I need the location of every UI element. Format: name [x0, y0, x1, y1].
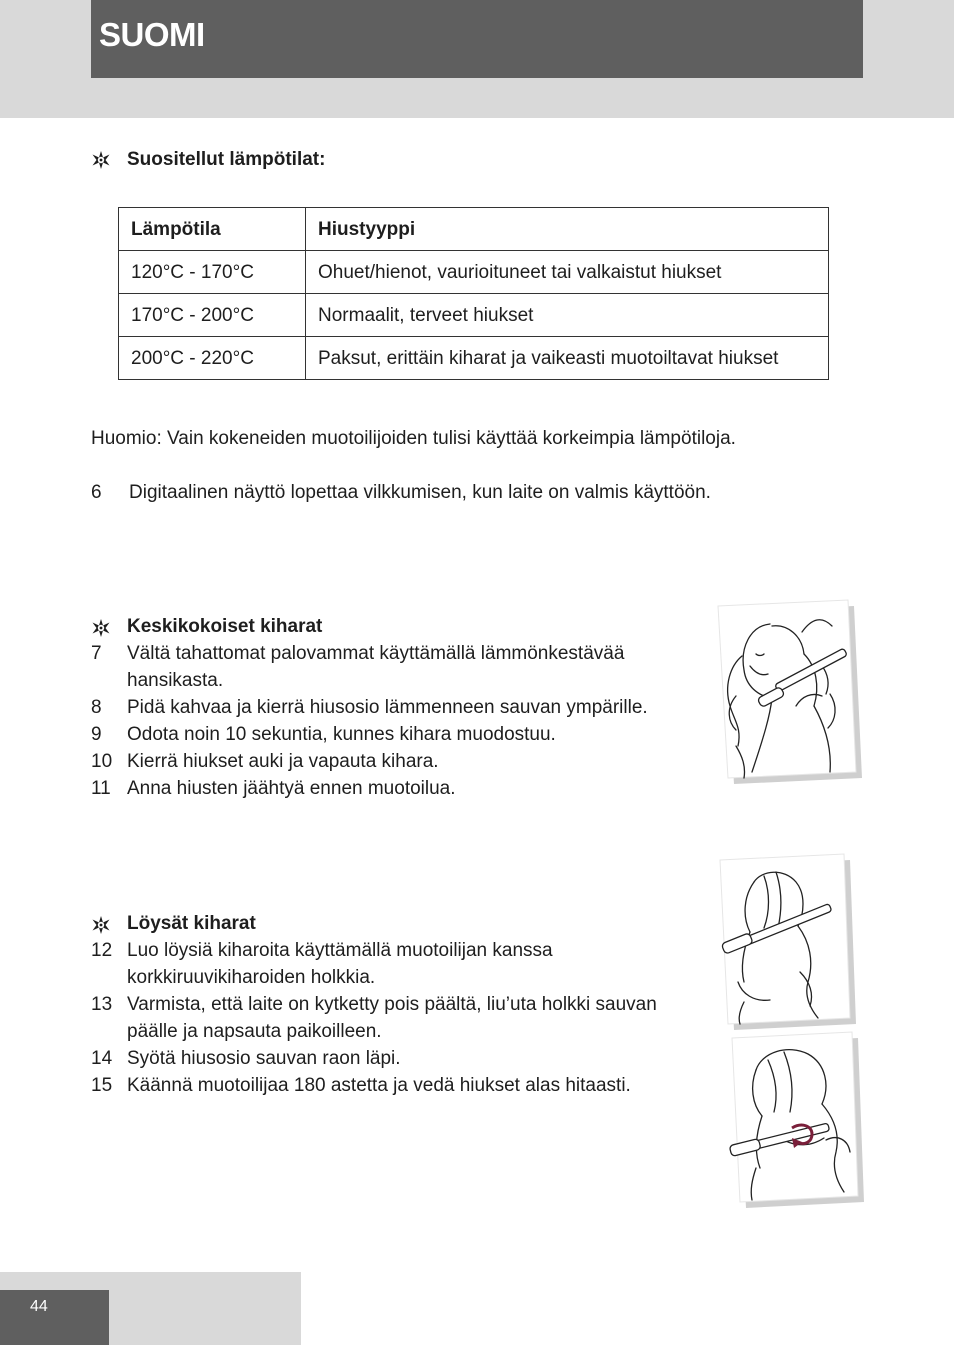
list-item	[91, 721, 716, 748]
step-number: 7	[91, 643, 102, 664]
starburst-icon	[91, 150, 111, 170]
table-row	[119, 251, 829, 294]
page-title: SUOMI	[91, 0, 863, 78]
table-header-cell: Hiustyyppi	[306, 208, 829, 251]
starburst-icon	[91, 618, 111, 638]
table-row	[119, 337, 829, 380]
table-cell: Normaalit, terveet hiukset	[306, 294, 829, 337]
step-text: Syötä hiusosio sauvan raon läpi.	[127, 1048, 401, 1069]
steps-list-medium	[91, 640, 716, 802]
step-number: 15	[91, 1075, 113, 1096]
list-item	[91, 991, 681, 1045]
step-number: 10	[91, 751, 113, 772]
turning-styler-illustration	[726, 1030, 868, 1210]
page-number: 44	[0, 1290, 109, 1345]
section-heading-loose-curls: Löysät kiharat	[127, 913, 256, 934]
table-cell: Paksut, erittäin kiharat ja vaikeasti muotoiltavat hiukset	[306, 337, 829, 380]
curling-illustration	[712, 596, 864, 788]
step-number: 6	[91, 482, 102, 503]
step-number: 12	[91, 940, 113, 961]
section-heading-medium-curls: Keskikokoiset kiharat	[127, 616, 323, 637]
step-text: Kierrä hiukset auki ja vapauta kihara.	[127, 751, 439, 772]
section-heading-temperatures: Suositellut lämpötilat:	[127, 149, 326, 170]
list-item	[91, 775, 716, 802]
starburst-icon	[91, 915, 111, 935]
table-cell: Ohuet/hienot, vaurioituneet tai valkaistut hiukset	[306, 251, 829, 294]
step-text: Pidä kahvaa ja kierrä hiusosio lämmenneen sauvan ympärille.	[127, 697, 648, 718]
temperature-table	[118, 207, 829, 380]
list-item	[91, 1045, 681, 1072]
step-number: 14	[91, 1048, 113, 1069]
list-item	[91, 640, 716, 694]
table-cell: 120°C - 170°C	[119, 251, 306, 294]
list-item	[91, 1072, 681, 1099]
table-cell: 200°C - 220°C	[119, 337, 306, 380]
step-text: Odota noin 10 sekuntia, kunnes kihara muodostuu.	[127, 724, 556, 745]
list-item	[91, 748, 716, 775]
step-text: Vältä tahattomat palovammat käyttämällä lämmönkestävää hansikasta.	[127, 643, 625, 691]
step-number: 9	[91, 724, 102, 745]
step-text: Digitaalinen näyttö lopettaa vilkkumisen, kun laite on valmis käyttöön.	[129, 482, 711, 503]
step-text: Anna hiusten jäähtyä ennen muotoilua.	[127, 778, 456, 799]
list-item	[91, 937, 681, 991]
step-number: 11	[91, 778, 111, 799]
step-text: Varmista, että laite on kytketty pois päältä, liu’uta holkki sauvan päälle ja napsauta paikoilleen.	[127, 994, 657, 1042]
step-text: Käännä muotoilijaa 180 astetta ja vedä hiukset alas hitaasti.	[127, 1075, 631, 1096]
table-cell: 170°C - 200°C	[119, 294, 306, 337]
hair-section-illustration	[714, 852, 860, 1032]
step-text: Luo löysiä kiharoita käyttämällä muotoilijan kanssa korkkiruuvikiharoiden holkkia.	[127, 940, 553, 988]
table-header-cell: Lämpötila	[119, 208, 306, 251]
list-item	[91, 694, 716, 721]
steps-list-loose	[91, 937, 681, 1099]
table-header-row	[119, 208, 829, 251]
step-number: 8	[91, 697, 102, 718]
step-number: 13	[91, 994, 113, 1015]
note-text: Huomio: Vain kokeneiden muotoilijoiden tulisi käyttää korkeimpia lämpötiloja.	[91, 428, 736, 449]
table-row	[119, 294, 829, 337]
